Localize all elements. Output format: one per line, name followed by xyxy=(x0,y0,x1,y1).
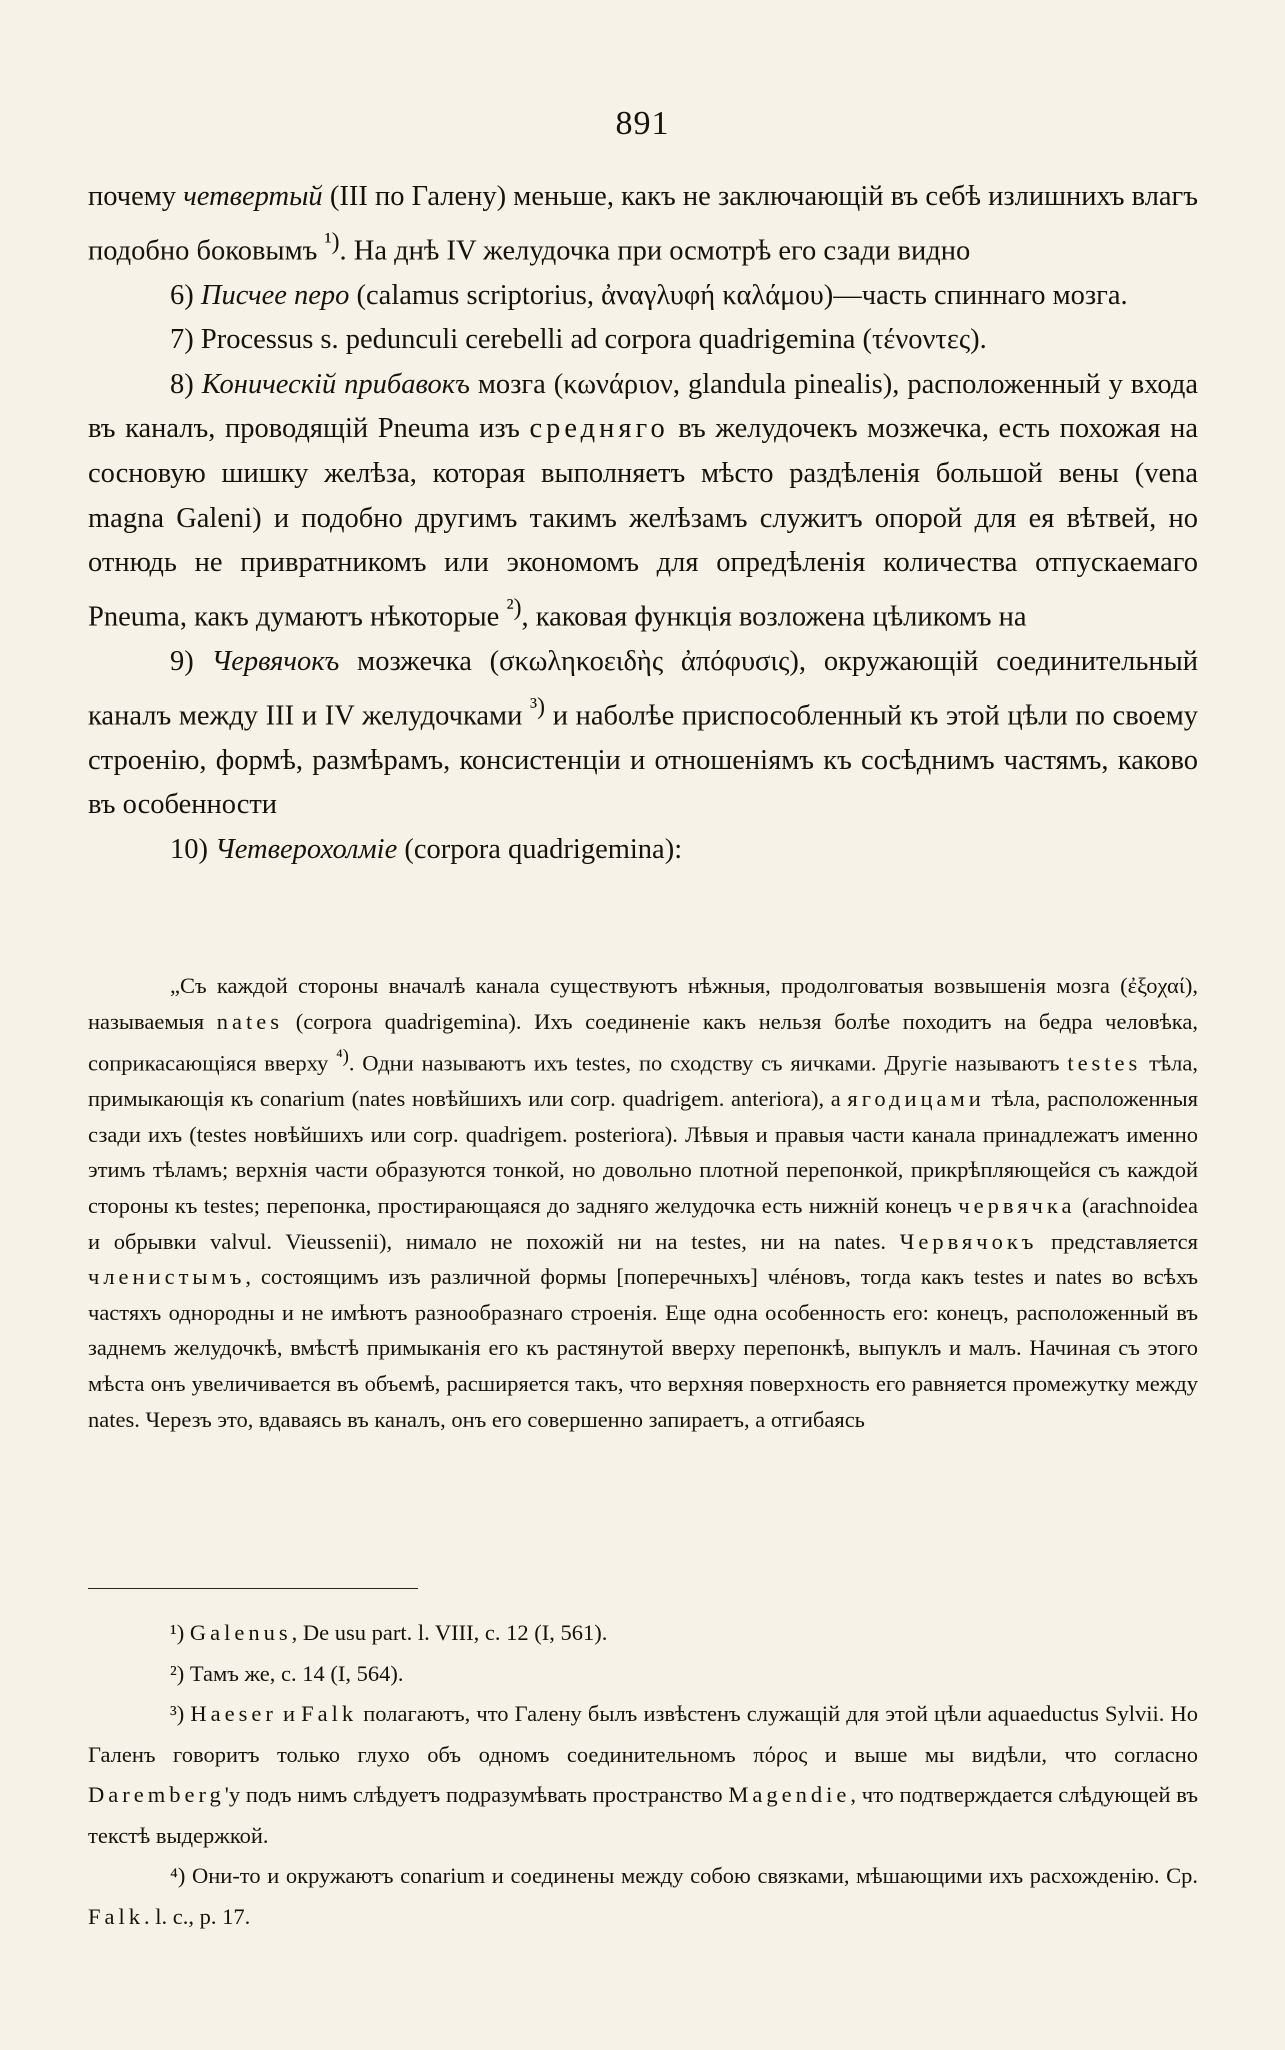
text-run: , каковая функція возложена цѣликомъ на xyxy=(521,601,1027,633)
text-run: „Съ каждой стороны вначалѣ канала существуютъ нѣжныя, продолговатыя возвышенія мозга (ἐξοχαί), называемыя xyxy=(88,973,1198,1034)
main-text xyxy=(88,175,1198,872)
term-vermis: Червячокъ xyxy=(211,645,340,677)
spaced-author: Magendie xyxy=(728,1782,851,1807)
text-run: . На днѣ IV желудочка при осмотрѣ его сзади видно xyxy=(339,235,971,267)
spaced-word: nates xyxy=(216,1008,283,1034)
item-number: 10) xyxy=(170,833,216,865)
text-run: (corpora quadrigemina). Ихъ соединеніе какъ нельзя болѣе походитъ на бедра человѣка, соприкасающіяся вверху xyxy=(88,1008,1198,1076)
text-run: тѣла, примыкающія къ conarium (nates новѣйшихъ или corp. quadrigem. anteriora), а xyxy=(88,1050,1199,1112)
spaced-author: Galenus xyxy=(189,1620,292,1645)
text-run: , De usu part. l. VIII, c. 12 (I, 561). xyxy=(291,1620,608,1645)
footnote-1 xyxy=(88,1613,1198,1654)
text-run: тѣла, расположенныя сзади ихъ (testes новѣйшихъ или corp. quadrigem. posteriora). Лѣвыя и правыя части канала принадлежатъ именно этимъ тѣламъ; верхнія части образуются тонкой, но довольно плотной перепонкой, прикрѣпляющейся съ каждой стороны къ testes; перепонка, простирающаяся до задняго желудочка есть нижній конецъ xyxy=(88,1086,1198,1219)
item-number: 8) xyxy=(170,368,202,400)
quoted-passage xyxy=(88,968,1198,1437)
text-run: полагаютъ, что Галену былъ извѣстенъ служащій для этой цѣли aquaeductus Sylvii. Но Галенъ говоритъ только глухо объ одномъ соединительномъ πόρος и выше мы видѣли, что согласно xyxy=(88,1701,1198,1767)
spaced-author: Haeser xyxy=(190,1701,277,1726)
text-run: (III по Галену) меньше, какъ не заключающій въ себѣ излишнихъ влагъ подобно боковымъ xyxy=(88,181,1198,267)
footnote-ref-4: ⁴) xyxy=(336,1046,349,1068)
text-run: (corpora quadrigemina): xyxy=(397,833,683,865)
footnote-4 xyxy=(88,1856,1198,1937)
paragraph-item-7: 7) Processus s. pedunculi cerebelli ad corpora quadrigemina (τένοντες). xyxy=(170,324,987,356)
text-run: почему xyxy=(88,181,184,212)
footnote-ref-3: ³) xyxy=(530,693,546,720)
term-fourth: четвертый xyxy=(183,181,323,212)
text-run: , состоящимъ изъ различной формы [поперечныхъ] члéновъ, тогда какъ testes и nates во всѣхъ частяхъ однородны и не имѣютъ разнообразнаго строенія. Еще одна особенность его: конецъ, расположенный въ заднемъ желудочкѣ, вмѣстѣ примыканія его къ растянутой вверху перепонкѣ, выпуклъ и малъ. Начиная съ этого мѣста онъ увеличивается въ объемѣ, расширяется такъ, что верхняя поверхность его равняется промежутку между nates. Черезъ это, вдаваясь въ каналъ, онъ его совершенно запираетъ, а отгибаясь xyxy=(88,1264,1198,1432)
text-run: и наболѣе приспособленный къ этой цѣли по своему строенію, формѣ, размѣрамъ, консистенціи и отношеніямъ къ сосѣднимъ частямъ, каково въ особенности xyxy=(88,700,1198,821)
paragraph-ventricle-four xyxy=(88,175,1198,274)
footnote-mark: ³) xyxy=(170,1701,191,1726)
text-run: мозга (κωνάριον, glandula pinealis), расположенный у входа въ каналъ, проводящій Pneuma изъ xyxy=(88,368,1199,445)
text-run: въ желудочекъ мозжечка, есть похожая на сосновую шишку желѣза, которая выполняетъ мѣсто раздѣленія большой вены (vena magna Galeni) и подобно другимъ такимъ желѣзамъ служитъ опорой для ея вѣтвей, но отнюдь не привратникомъ или экономомъ для опредѣленія количества отпускаемаго Pneuma, какъ думаютъ нѣкоторые xyxy=(88,413,1199,633)
page-number: 891 xyxy=(615,105,670,142)
footnote-mark: ¹) xyxy=(170,1620,190,1645)
text-run: мозжечка (σκωληκοειδὴς ἀπόφυσις), окружающій соединительный каналъ между III и IV желудочками xyxy=(88,645,1198,732)
quote-paragraph xyxy=(88,968,1198,1437)
spaced-word: средняго xyxy=(529,413,669,445)
text-run: , что подтверждается слѣдующей въ текстѣ выдержкой. xyxy=(88,1782,1198,1848)
text-run: . l. c., p. 17. xyxy=(144,1903,251,1929)
text-run: представляется xyxy=(1037,1228,1199,1254)
text-run: Тамъ же, с. 14 (I, 564). xyxy=(189,1660,404,1686)
spaced-word: членистымъ xyxy=(88,1264,246,1290)
text-run: 'у подъ нимъ слѣдуетъ подразумѣвать пространство xyxy=(224,1782,729,1807)
paragraph-item-10 xyxy=(88,828,1198,873)
text-run: Они-то и окружаютъ conarium и соединены между собою связками, мѣшающими ихъ расхожденію. Ср. xyxy=(191,1863,1198,1888)
footnote-ref-2: ²) xyxy=(506,594,522,621)
paragraph-item-9 xyxy=(88,640,1198,828)
footnote-2 xyxy=(88,1654,1198,1695)
text-run: (calamus scriptorius, ἀναγλυφή καλάμου)—часть спиннаго мозга. xyxy=(349,279,1128,311)
footnote-divider xyxy=(88,1588,418,1589)
footnote-mark: ⁴) xyxy=(170,1863,192,1888)
item-number: 6) xyxy=(170,279,201,311)
text-run: и xyxy=(276,1701,302,1726)
spaced-author: Falk xyxy=(301,1701,358,1726)
item-number: 9) xyxy=(170,645,212,677)
footnote-ref-1: ¹) xyxy=(324,228,340,255)
term-pineal: Коническій прибавокъ xyxy=(201,368,470,400)
text-run: . Одни называютъ ихъ testes, по сходству съ яичками. Другіе называютъ xyxy=(348,1050,1068,1076)
paragraph-item-8 xyxy=(88,363,1198,640)
text-run: (arachnoidea и обрывки valvul. Vieussenii), нимало не похожій ни на testes, ни на nates. xyxy=(88,1193,1198,1254)
spaced-author: Daremberg xyxy=(88,1782,225,1807)
spaced-word: червячка xyxy=(958,1193,1076,1219)
term-calamus: Писчее перо xyxy=(200,279,350,311)
footnote-mark: ²) xyxy=(170,1660,190,1686)
term-quadrigemina: Четверохолміе xyxy=(215,833,398,865)
spaced-word: testes xyxy=(1067,1050,1142,1076)
paragraph-item-6 xyxy=(88,274,1198,319)
footnote-3 xyxy=(88,1694,1198,1856)
spaced-word: Червячокъ xyxy=(899,1228,1038,1254)
spaced-word: ягодицами xyxy=(847,1086,985,1112)
spaced-author: Falk xyxy=(88,1903,145,1929)
footnotes xyxy=(88,1613,1198,1937)
